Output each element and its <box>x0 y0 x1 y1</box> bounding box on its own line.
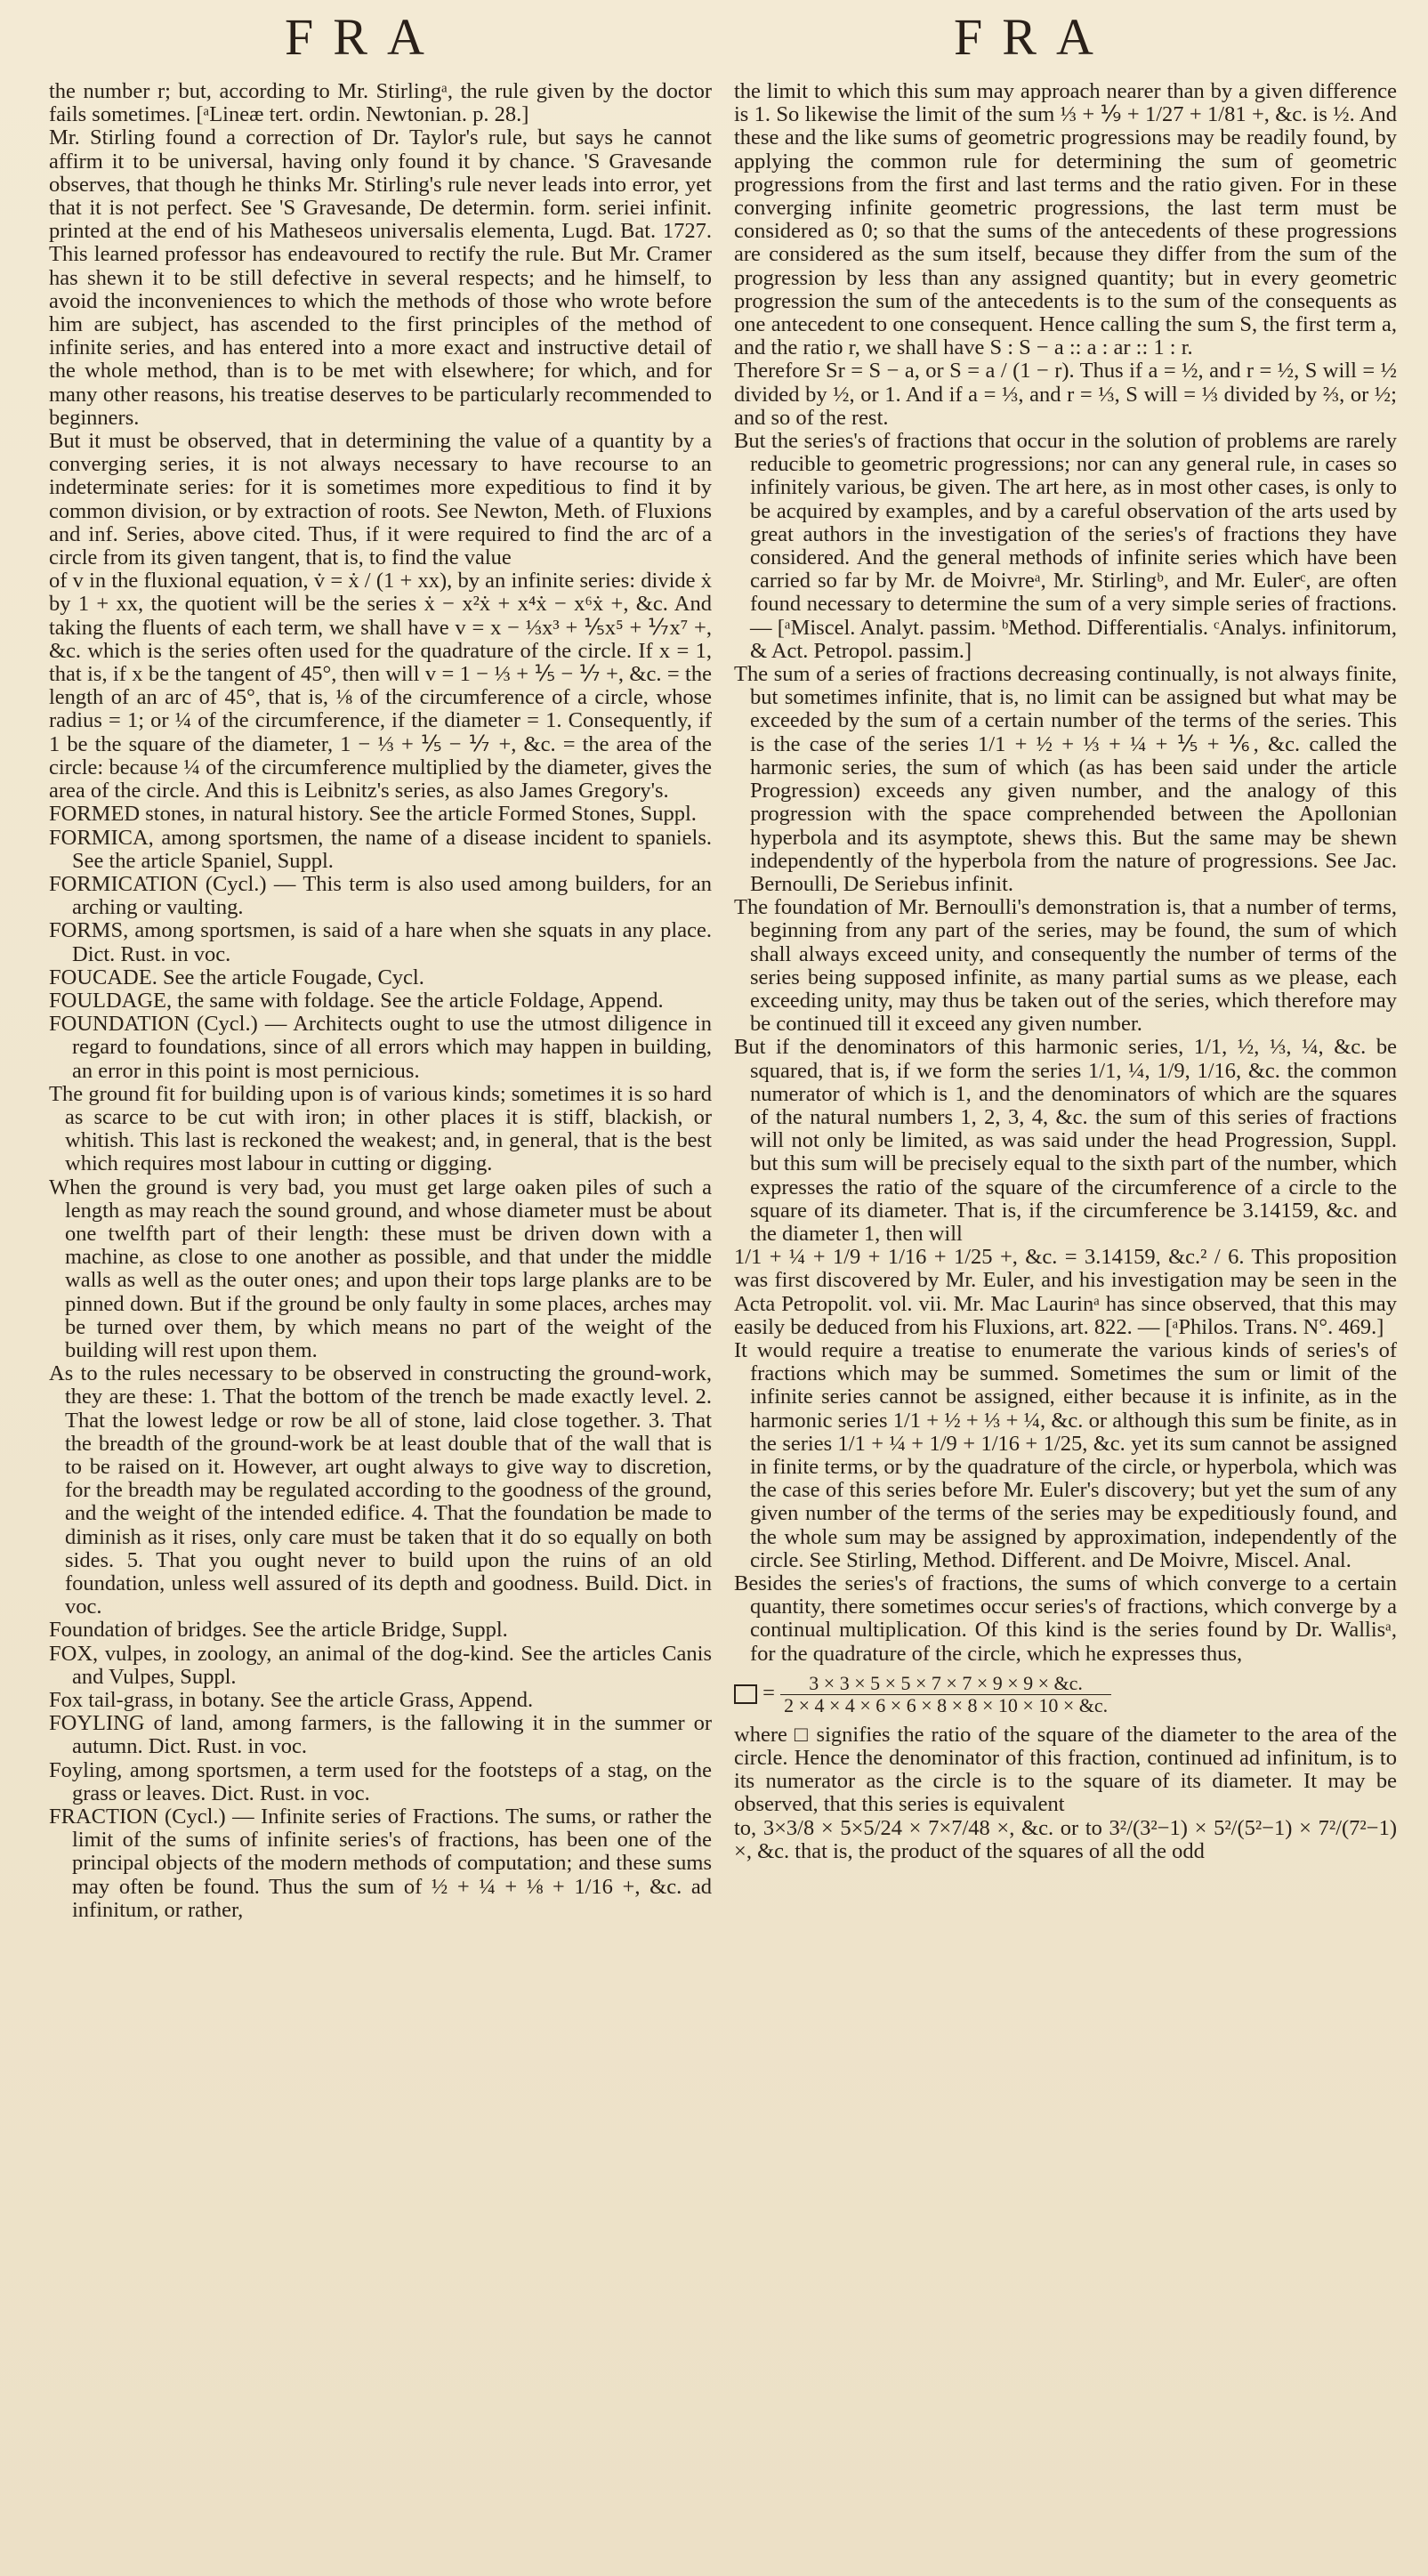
square-symbol-icon <box>734 1684 757 1704</box>
paragraph: the number r; but, according to Mr. Stirlingᵃ, the rule given by the doctor fails sometimes. [ᵃLineæ tert. ordin. Newtonian. p. 28.] <box>49 80 712 127</box>
paragraph: But the series's of fractions that occur in the solution of problems are rarely reducible to geometric progressions; nor can any general rule, in cases so infinitely various, be given. The art here, as in most other cases, is only to be acquired by examples, and by a careful observation of the arts used by great authors in the investigation of the series's of fractions they have considered. And the general methods of infinite series which have been carried so far by Mr. de Moivreᵃ, Mr. Stirlingᵇ, and Mr. Eulerᶜ, are often found necessary to determine the sum of a very simple series of fractions. — [ᵃMiscel. Analyt. passim. ᵇMethod. Differentialis. ᶜAnalys. infinitorum, & Act. Petropol. passim.] <box>734 429 1397 663</box>
paragraph: But if the denominators of this harmonic series, 1/1, ½, ⅓, ¼, &c. be squared, that is, if we form the series 1/1, ¼, 1/9, 1/16, &c. the common numerator of which is 1, and the denominators of which are the squares of the natural numbers 1, 2, 3, 4, &c. the sum of this series of fractions will not only be limited, as was said under the head Progression, Suppl. but this sum will be precisely equal to the sixth part of the number, which expresses the ratio of the square of the circumference of a circle to the square of its diameter. That is, if the circumference be 3.14159, &c. and the diameter 1, then will <box>734 1035 1397 1246</box>
paragraph: The foundation of Mr. Bernoulli's demonstration is, that a number of terms, beginning from any part of the series, may be found, the sum of which shall always exceed unity, and consequently the number of terms of the series being supposed infinite, as many partial sums as we please, each exceeding unity, may thus be taken out of the series, which therefore may be continued till it exceed any given number. <box>734 895 1397 1037</box>
entry-foundation: FOUNDATION (Cycl.) — Architects ought to use the utmost diligence in regard to foundations, since of all errors which may happen in building, an error in this point is most pernicious. <box>49 1012 712 1083</box>
entry-foyling-land: FOYLING of land, among farmers, is the fallowing it in the summer or autumn. Dict. Rust. in voc. <box>49 1711 712 1759</box>
entry-fox: FOX, vulpes, in zoology, an animal of the dog-kind. See the articles Canis and Vulpes, Suppl. <box>49 1641 712 1689</box>
running-header-left: FRA <box>285 8 444 66</box>
paragraph: 1/1 + ¼ + 1/9 + 1/16 + 1/25 +, &c. = 3.14159, &c.² / 6. This proposition was first discovered by Mr. Euler, and his investigation may be seen in the Acta Petropolit. vol. vii. Mr. Mac Laurinᵃ has since observed, that this may easily be deduced from his Fluxions, art. 822. — [ᵃPhilos. Trans. N°. 469.] <box>734 1245 1397 1339</box>
paragraph: It would require a treatise to enumerate the various kinds of series's of fractions which may be summed. Sometimes the sum or limit of the infinite series cannot be assigned, either because it is infinite, as in the harmonic series 1/1 + ½ + ⅓ + ¼, &c. or although this sum be finite, as in the series 1/1 + ¼ + 1/9 + 1/16 + 1/25, &c. yet its sum cannot be assigned in finite terms, or by the quadrature of the circle, or hyperbola, which was the case of this series before Mr. Euler's discovery; but yet the sum of any given number of the terms of the series may be expeditiously found, and the whole sum may be assigned by approximation, independently of the circle. See Stirling, Method. Different. and De Moivre, Miscel. Anal. <box>734 1337 1397 1572</box>
entry-fox-tail-grass: Fox tail-grass, in botany. See the article Grass, Append. <box>49 1688 534 1713</box>
entry-formica: FORMICA, among sportsmen, the name of a disease incident to spaniels. See the article Spaniel, Suppl. <box>49 825 712 873</box>
wallis-numerator: 3 × 3 × 5 × 5 × 7 × 7 × 9 × 9 × &c. <box>780 1673 1111 1695</box>
entry-foyling-sport: Foyling, among sportsmen, a term used for the footsteps of a stag, on the grass or leaves. Dict. Rust. in voc. <box>49 1757 712 1805</box>
paragraph: where □ signifies the ratio of the square of the diameter to the area of the circle. Hence the denominator of this fraction, continued ad infinitum, is to its numerator as the circle is to the square of its diameter. It may be observed, that this series is equivalent <box>734 1722 1397 1817</box>
paragraph: Mr. Stirling found a correction of Dr. Taylor's rule, but says he cannot affirm it to be universal, having only found it by chance. 'S Gravesande observes, that though he thinks Mr. Stirling's rule never leads into error, yet that it is not perfect. See 'S Gravesande, De determin. form. seriei infinit. printed at the end of his Matheseos universalis elementa, Lugd. Bat. 1727. This learned professor has endeavoured to rectify the rule. But Mr. Cramer has shewn it to be still defective in several respects; and he himself, to avoid the inconveniences to which the methods of those who wrote before him are subject, has ascended to the first principles of the method of infinite series, and has entered into a more exact and instructive detail of the whole method, than is to be met with elsewhere; for which, and for many other reasons, his treatise deserves to be particularly recommended to beginners. <box>49 125 712 430</box>
paragraph: As to the rules necessary to be observed in constructing the ground-work, they are these: 1. That the bottom of the trench be made exactly level. 2. That the lowest ledge or row be all of stone, laid close together. 3. That the breadth of the ground-work be at least double that of the wall that is to be raised on it. However, art ought always to give way to discretion, for the breadth may be regulated according to the goodness of the ground, and the weight of the intended edifice. 4. That the foundation be made to diminish as it rises, only care must be taken that it do so equally on both sides. 5. That you ought never to build upon the ruins of an old foundation, unless well assured of its depth and goodness. Build. Dict. in voc. <box>49 1361 712 1619</box>
paragraph: of v in the fluxional equation, v̇ = ẋ / (1 + xx), by an infinite series: divide ẋ by 1 + xx, the quotient will be the series ẋ − x²ẋ + x⁴ẋ − x⁶ẋ +, &c. And taking the fluents of each term, we shall have v = x − ⅓x³ + ⅕x⁵ + ⅐x⁷ +, &c. which is the series often used for the quadrature of the circle. If x = 1, that is, if x be the tangent of 45°, then will v = 1 − ⅓ + ⅕ − ⅐ +, &c. = the length of an arc of 45°, that is, ⅛ of the circumference of a circle, whose radius = 1; or ¼ of the circumference, if the diameter = 1. Consequently, if 1 be the square of the diameter, 1 − ⅓ + ⅕ − ⅐ +, &c. = the area of the circle: because ¼ of the circumference multiplied by the diameter, gives the area of the circle. And this is Leibnitz's series, as also James Gregory's. <box>49 569 712 803</box>
entry-foucade: FOUCADE. See the article Fougade, Cycl. <box>49 965 424 989</box>
paragraph: The sum of a series of fractions decreasing continually, is not always finite, but sometimes infinite, that is, no limit can be assigned but what may be exceeded by the sum of a certain number of the terms of the series. This is the case of the series 1/1 + ½ + ⅓ + ¼ + ⅕ + ⅙, &c. called the harmonic series, the sum of which (as has been said under the article Progression) exceeds any given number, and the analogy of this progression with the space comprehended between the Apollonian hyperbola and its asymptote, shews this. But the same may be shewn independently of the hyperbola from the nature of progressions. See Jac. Bernoulli, De Seriebus infinit. <box>734 662 1397 896</box>
right-column <box>734 80 1397 2563</box>
left-column <box>49 80 712 2563</box>
wallis-fraction <box>780 1673 1111 1716</box>
entry-formication: FORMICATION (Cycl.) — This term is also used among builders, for an arching or vaulting. <box>49 871 712 920</box>
paragraph: The ground fit for building upon is of various kinds; sometimes it is so hard as scarce to be cut with iron; in other places it is stiff, blackish, or whitish. This last is reckoned the weakest; and, in general, that is the best which requires most labour in cutting or digging. <box>49 1081 712 1176</box>
running-header-right: FRA <box>954 8 1113 66</box>
entry-fouldage: FOULDAGE, the same with foldage. See the article Foldage, Append. <box>49 988 664 1013</box>
wallis-formula: = $\frac{3 \times 3 \times 5 \times 5 \times 7 \times 7 \times 9 \times 9 \times \&c.}{2 \times 4 \times 4 \times 6 \times 6 \times 8 \times 8 \times 10 \times 10 \times \&c.}$ <box>734 1673 1397 1716</box>
paragraph: to, 3×3/8 × 5×5/24 × 7×7/48 ×, &c. or to 3²/(3²−1) × 5²/(5²−1) × 7²/(7²−1) ×, &c. that is, the product of the squares of all the odd <box>734 1815 1397 1863</box>
paragraph: Besides the series's of fractions, the sums of which converge to a certain quantity, there sometimes occur series's of fractions, which converge by a continual multiplication. Of this kind is the series found by Dr. Wallisᵃ, for the quadrature of the circle, which he expresses thus, <box>734 1571 1397 1666</box>
paragraph: When the ground is very bad, you must get large oaken piles of such a length as may reach the sound ground, and whose diameter must be about one twelfth part of their length: these must be driven down with a machine, as close to one another as possible, and that under the middle walls as well as the outer ones; and upon their tops large planks are to be pinned down. But if the ground be only faulty in some places, arches may be turned over them, by which means no part of the weight of the building will rest upon them. <box>49 1175 712 1362</box>
paragraph: But it must be observed, that in determining the value of a quantity by a converging series, it is not always necessary to have recourse to an indeterminate series: for it is sometimes more expeditious to find it by common division, or by extraction of roots. See Newton, Meth. of Fluxions and inf. Series, above cited. Thus, if it were required to find the arc of a circle from its given tangent, that is, to find the value <box>49 429 712 570</box>
entry-fraction: FRACTION (Cycl.) — Infinite series of Fractions. The sums, or rather the limit of the sums of infinite series's of fractions, has been one of the principal objects of the modern methods of computation; and these sums may often be found. Thus the sum of ½ + ¼ + ⅛ + 1/16 +, &c. ad infinitum, or rather, <box>49 1805 712 1922</box>
paragraph: the limit to which this sum may approach nearer than by a given difference is 1. So likewise the limit of the sum ⅓ + ⅑ + 1/27 + 1/81 +, &c. is ½. And these and the like sums of geometric progressions may be readily found, by applying the common rule for determining the sum of geometric progressions from the first and last terms and the ratio given. For in these converging infinite geometric progressions, the last term must be considered as 0; so that the sums of the antecedents of these progressions are considered as the sum itself, because they differ from the sum of the progression by less than any assigned quantity; but in every geometric progression the sum of the antecedents is to the sum of the consequents as one antecedent to one consequent. Hence calling the sum S, the first term a, and the ratio r, we shall have S : S − a :: a : ar :: 1 : r. <box>734 80 1397 360</box>
entry-forms: FORMS, among sportsmen, is said of a hare when she squats in any place. Dict. Rust. in voc. <box>49 918 712 966</box>
entry-formed: FORMED stones, in natural history. See the article Formed Stones, Suppl. <box>49 802 697 827</box>
wallis-denominator: 2 × 4 × 4 × 6 × 6 × 8 × 8 × 10 × 10 × &c. <box>784 1693 1109 1716</box>
paragraph: Therefore Sr = S − a, or S = a / (1 − r). Thus if a = ½, and r = ½, S will = ½ divided by ½, or 1. And if a = ⅓, and r = ⅓, S will = ⅓ divided by ⅔, or ½; and so of the rest. <box>734 359 1397 430</box>
entry-foundation-bridges: Foundation of bridges. See the article Bridge, Suppl. <box>49 1618 508 1643</box>
